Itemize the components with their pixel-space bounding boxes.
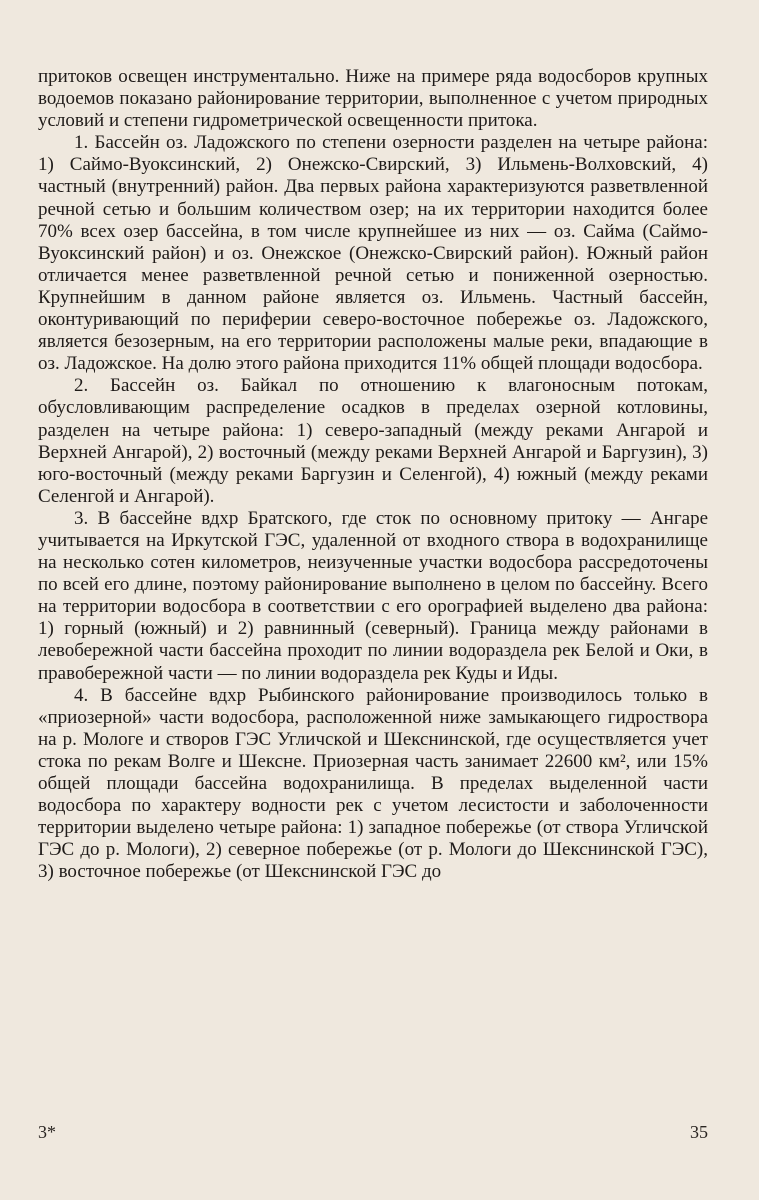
paragraph-continuation: притоков освещен инструментально. Ниже на примере ряда водосборов крупных водоемов показано районирование территории, выполненное с учетом природных условий и степени гидрометрической освещенности притока.	[38, 66, 708, 132]
body-text	[38, 66, 708, 883]
paragraph-ladoga: 1. Бассейн оз. Ладожского по степени озерности разделен на четыре района: 1) Саймо-Вуоксинский, 2) Онежско-Свирский, 3) Ильмень-Волховский, 4) частный (внутренний) район. Два первых района характеризуются разветвленной речной сетью и большим количеством озер; на их территории находится более 70% всех озер бассейна, в том числе крупнейшее из них — оз. Сайма (Саймо-Вуоксинский район) и оз. Онежское (Онежско-Свирский район). Южный район отличается менее разветвленной речной сетью и пониженной озерностью. Крупнейшим в данном районе является оз. Ильмень. Частный бассейн, оконтуривающий по периферии северо-восточное побережье оз. Ладожского, является безозерным, на его территории расположены малые реки, впадающие в оз. Ладожское. На долю этого района приходится 11% общей площади водосбора.	[38, 132, 708, 375]
page-footer	[38, 1122, 708, 1146]
page-number: 35	[690, 1122, 708, 1142]
printer-signature: 3*	[38, 1122, 56, 1142]
paragraph-rybinsk: 4. В бассейне вдхр Рыбинского районирование производилось только в «приозерной» части водосбора, расположенной ниже замыкающего гидроствора на р. Мологе и створов ГЭС Угличской и Шекснинской, где осуществляется учет стока по рекам Волге и Шексне. Приозерная часть занимает 22600 км², или 15% общей площади бассейна водохранилища. В пределах выделенной части водосбора по характеру водности рек с учетом лесистости и заболоченности территории выделено четыре района: 1) западное побережье (от створа Угличской ГЭС до р. Мологи), 2) северное побережье (от р. Мологи до Шекснинской ГЭС), 3) восточное побережье (от Шекснинской ГЭС до	[38, 684, 708, 883]
paragraph-baikal: 2. Бассейн оз. Байкал по отношению к влагоносным потокам, обусловливающим распределение осадков в пределах озерной котловины, разделен на четыре района: 1) северо-западный (между реками Ангарой и Верхней Ангарой), 2) восточный (между реками Верхней Ангарой и Баргузин), 3) юго-восточный (между реками Баргузин и Селенгой), 4) южный (между реками Селенгой и Ангарой).	[38, 375, 708, 507]
paragraph-bratsk: 3. В бассейне вдхр Братского, где сток по основному притоку — Ангаре учитывается на Иркутской ГЭС, удаленной от входного створа в водохранилище на несколько сотен километров, неизученные участки водосбора рассредоточены по всей его длине, поэтому районирование выполнено в целом по бассейну. Всего на территории водосбора в соответствии с его орографией выделено два района: 1) горный (южный) и 2) равнинный (северный). Граница между районами в левобережной части бассейна проходит по линии водораздела рек Белой и Оки, в правобережной части — по линии водораздела рек Куды и Иды.	[38, 507, 708, 684]
